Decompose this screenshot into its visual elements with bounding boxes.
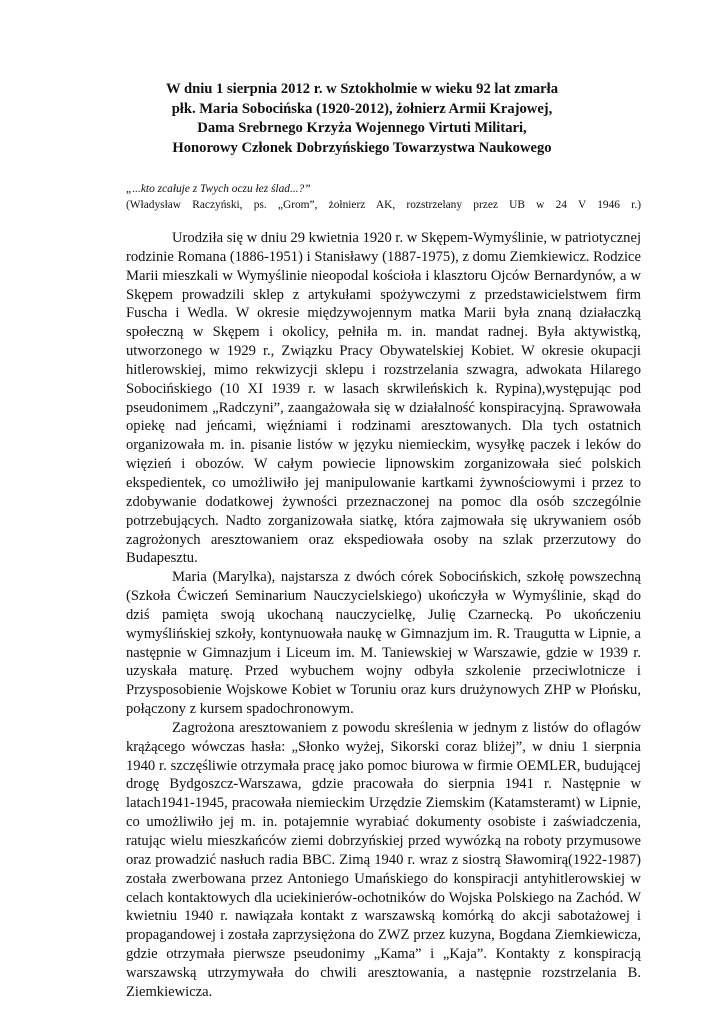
title-line: płk. Maria Sobocińska (1920-2012), żołnierz Armii Krajowej, [171,100,553,117]
epigraph-source: (Władysław Raczyński, ps. „Grom”, żołnierz AK, rozstrzelany przez UB w 24 V 1946 r.) [126,199,641,211]
obituary-title [100,80,624,158]
paragraph-birth: Urodziła się w dniu 29 kwietnia 1920 r. w Skępem-Wymyślinie, w patriotycznej rodzinie Romana (1886-1951) i Stanisławy (1887-1975), z domu Ziemkiewicz. Rodzice Marii mieszkali w Wymyślinie nieopodal kościoła i klasztoru Ojców Bernardynów, a w Skępem prowadzili sklep z artykułami spożywczymi z przedstawicielstwem firm Fuscha i Wedla. W okresie międzywojennym matka Marii była znaną działaczką społeczną w Skępem i okolicy, pełniła m. in. mandat radnej. Była aktywistką, utworzonego w 1929 r., Związku Pracy Obywatelskiej Kobiet. W okresie okupacji hitlerowskiej, mimo rekwizycji sklepu i rozstrzelania szwagra, adwokata Hilarego Sobocińskiego (10 XI 1939 r. w lasach skrwileńskich k. Rypina),występując pod pseudonimem „Radczyni”, zaangażowała się w działalność konspiracyjną. Sprawowała opiekę nad jeńcami, więźniami i rodzinami aresztowanych. Dla tych ostatnich organizowała m. in. pisanie listów w języku niemieckim, wysyłkę paczek i leków do więzień i obozów. W całym powiecie lipnowskim zorganizowała sieć polskich ekspedientek, co umożliwiło jej manipulowanie kartkami żywnościowymi i przez to zdobywanie dodatkowej żywności przeznaczonej na pomoc dla osób szczególnie potrzebujących. Nadto zorganizowała siatkę, która zajmowała się ukrywaniem osób zagrożonych aresztowaniem oraz ekspediowała osoby na szlak przerzutowy do Budapesztu. [126,230,641,567]
epigraph-quote: „...kto zcałuje z Twych oczu łez ślad...?” [126,183,311,195]
title-line: Honorowy Członek Dobrzyńskiego Towarzystwa Naukowego [172,139,552,156]
article-body [126,229,641,1002]
title-line: W dniu 1 sierpnia 2012 r. w Sztokholmie w wieku 92 lat zmarła [165,81,559,97]
paragraph-wartime: Zagrożona aresztowaniem z powodu skreślenia w jednym z listów do oflagów krążącego wówczas hasła: „Słonko wyżej, Sikorski coraz bliżej”, w dniu 1 sierpnia 1940 r. szczęśliwie otrzymała pracę jako pomoc biurowa w firmie OEMLER, budującej drogę Bydgoszcz-Warszawa, gdzie pracowała do sierpnia 1941 r. Następnie w latach1941-1945, pracowała niemieckim Urzędzie Ziemskim (Katamsteramt) w Lipnie, co umożliwiło jej m. in. potajemnie wyrabiać dokumenty osobiste i zaświadczenia, ratując wielu mieszkańców ziemi dobrzyńskiej przed wywózką na roboty przymusowe oraz prowadzić nasłuch radia BBC. Zimą 1940 r. wraz z siostrą Sławomirą(1922-1987) została zwerbowana przez Antoniego Umańskiego do konspiracji antyhitlerowskiej w celach kontaktowych dla uciekinierów-ochotników do Wojska Polskiego na Zachód. W kwietniu 1940 r. nawiązała kontakt z warszawską komórką do akcji sabotażowej i propagandowej i została zaprzysiężona do ZWZ przez kuzyna, Bogdana Ziemkiewicza, gdzie otrzymała pierwsze pseudonimy „Kama” i „Kaja”. Kontakty z konspiracją warszawską utrzymywała do chwili aresztowania, a następnie rozstrzelania B. Ziemkiewicza. [126,719,641,1000]
epigraph [126,181,641,213]
title-line: Dama Srebrnego Krzyża Wojennego Virtuti Militari, [197,120,527,136]
paragraph-education: Maria (Marylka), najstarsza z dwóch córek Sobocińskich, szkołę powszechną (Szkoła Ćwiczeń Seminarium Nauczycielskiego) ukończyła w Wymyślinie, skąd do dziś pamięta swoją ukochaną nauczycielkę, Julię Czarnecką. Po ukończeniu wymyślińskiej szkoły, kontynuowała naukę w Gimnazjum im. R. Traugutta w Lipnie, a następnie w Gimnazjum i Liceum im. M. Taniewskiej w Warszawie, gdzie w 1939 r. uzyskała maturę. Przed wybuchem wojny odbyła szkolenie przeciwlotnicze i Przysposobienie Wojskowe Kobiet w Toruniu oraz kurs drużynowych ZHP w Płońsku, połączony z kursem spadochronowym. [126,569,641,718]
